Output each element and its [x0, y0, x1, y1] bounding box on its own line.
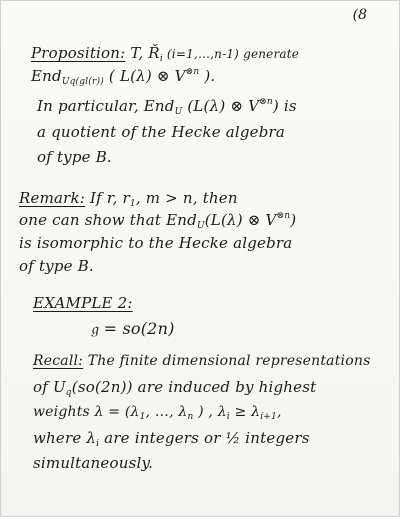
proposition-line-1 — [31, 44, 299, 64]
subscript: Uq(gl(r)) — [61, 77, 104, 87]
text-fragment: , …, λ — [145, 404, 188, 420]
subscript: i — [159, 54, 163, 64]
text-fragment: ) is — [272, 97, 297, 115]
recall-line-1 — [33, 353, 370, 369]
text-fragment: End — [31, 67, 62, 85]
recall-line-5 — [33, 454, 153, 472]
superscript: ⊗n — [185, 67, 200, 77]
text-fragment: ). — [199, 67, 216, 85]
recall-line-4 — [33, 429, 310, 449]
remark-line-2 — [19, 211, 296, 231]
subscript: i — [96, 439, 100, 449]
text-fragment: ≥ λ — [229, 404, 261, 420]
text-fragment: The finite dimensional representations — [83, 353, 371, 369]
text-fragment: weights λ = (λ — [33, 404, 140, 420]
recall-heading: Recall: — [33, 353, 84, 369]
text-fragment: If r, r — [85, 189, 130, 207]
subscript: 1 — [129, 199, 136, 209]
subscript: i+1 — [260, 412, 277, 422]
subscript: i — [226, 412, 230, 422]
text-fragment: 𝔤 = so(2n) — [91, 319, 175, 338]
example-heading-line — [33, 294, 133, 312]
text-fragment: (i=1,…,n-1) generate — [162, 47, 300, 61]
remark-heading: Remark: — [19, 189, 86, 207]
proposition-line-3 — [37, 97, 297, 117]
text-fragment: where λ — [33, 429, 97, 447]
remark-line-4 — [19, 257, 94, 275]
proposition-line-2 — [31, 67, 215, 87]
subscript: n — [187, 412, 194, 422]
text-fragment: of type B. — [19, 257, 94, 275]
remark-line-3 — [19, 234, 292, 252]
recall-line-3 — [33, 404, 282, 422]
page-number: (8 — [352, 7, 367, 23]
text-fragment: In particular, End — [37, 97, 175, 115]
superscript: ⊗n — [259, 97, 273, 107]
text-fragment: ( L(λ) ⊗ V — [103, 67, 186, 85]
text-fragment: is isomorphic to the Hecke algebra — [19, 234, 293, 252]
text-fragment: of type B. — [37, 148, 112, 166]
text-fragment: , — [276, 404, 282, 420]
recall-line-2 — [33, 378, 316, 398]
text-fragment: ) — [290, 211, 297, 229]
proposition-line-5 — [37, 148, 112, 166]
proposition-heading: Proposition: — [31, 44, 126, 62]
text-fragment: (so(2n)) are induced by highest — [71, 378, 317, 396]
text-fragment: , m > n, then — [135, 189, 238, 207]
subscript: U — [196, 221, 205, 231]
proposition-line-4 — [37, 123, 285, 141]
text-fragment: ) , λ — [193, 404, 227, 420]
text-fragment: (L(λ) ⊗ V — [204, 211, 277, 229]
text-fragment: are integers or ½ integers — [99, 429, 310, 447]
subscript: q — [65, 388, 72, 398]
example-formula-line — [91, 319, 175, 339]
text-fragment: a quotient of the Hecke algebra — [37, 123, 286, 141]
text-fragment: (L(λ) ⊗ V — [182, 97, 260, 115]
subscript: 1 — [139, 412, 146, 422]
text-fragment: simultaneously. — [33, 454, 154, 472]
example-heading: EXAMPLE 2: — [33, 294, 133, 312]
text-fragment: one can show that End — [19, 211, 197, 229]
superscript: ⊗n — [276, 211, 291, 221]
subscript: U — [174, 107, 183, 117]
text-fragment: T, Ř — [125, 44, 160, 62]
remark-line-1 — [19, 189, 238, 209]
text-fragment: of U — [33, 378, 66, 396]
